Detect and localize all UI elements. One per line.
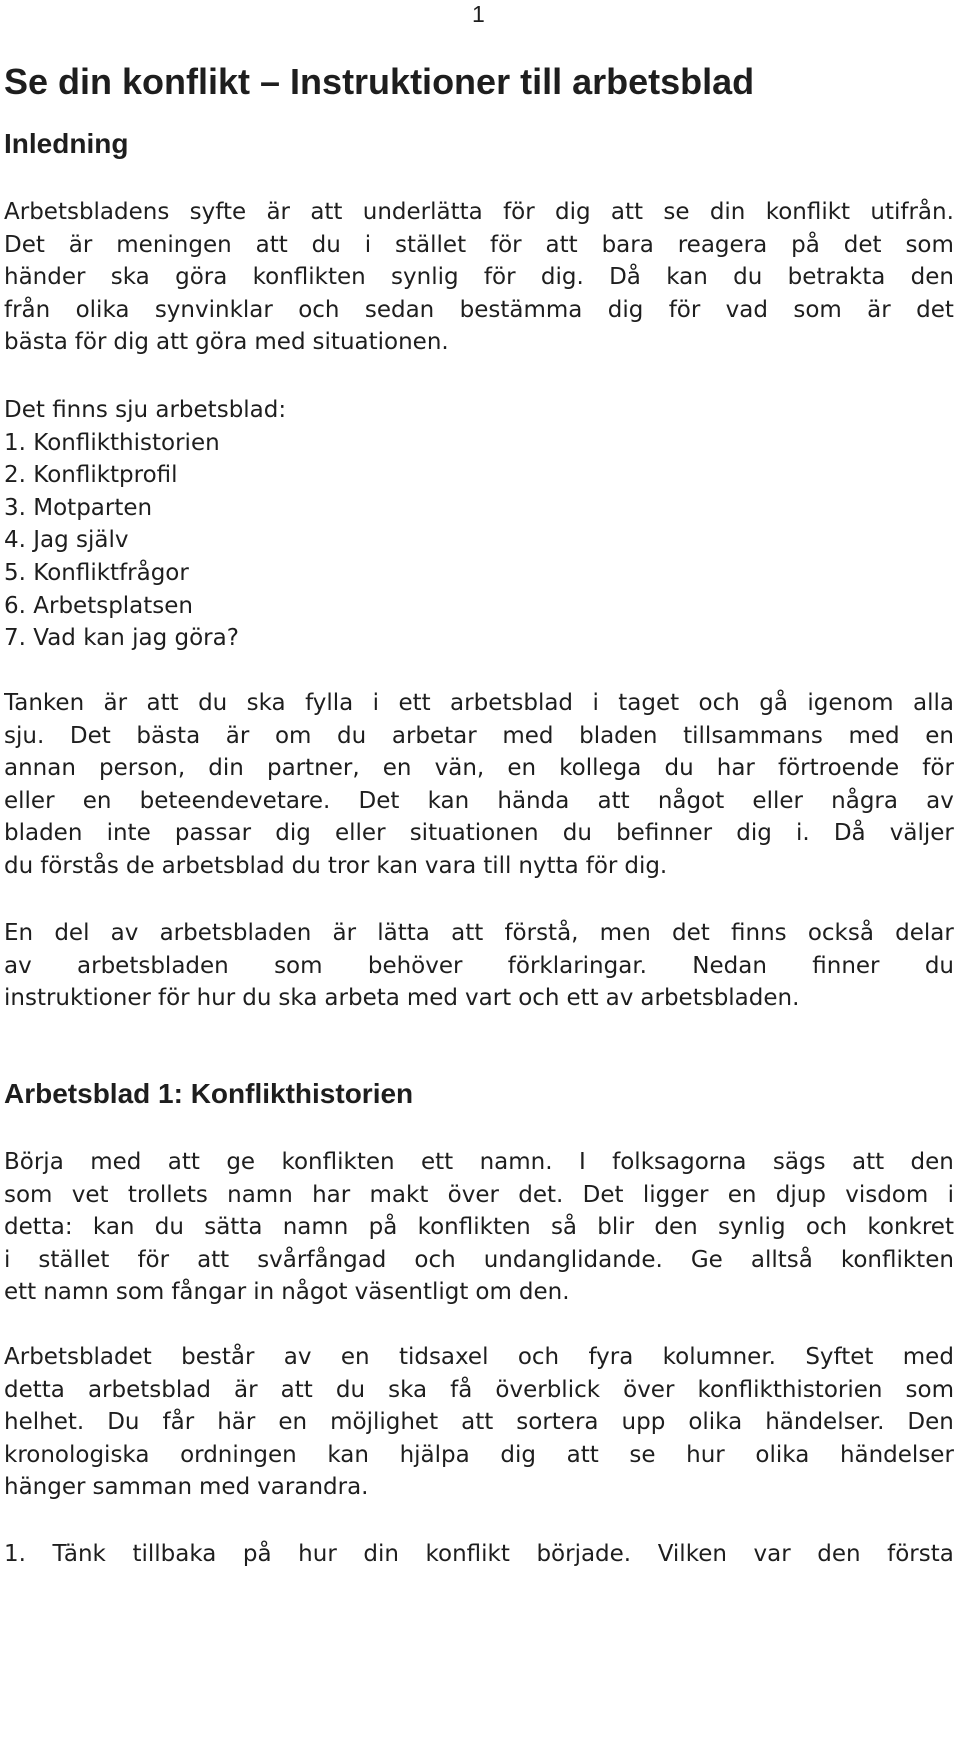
text-line: i stället för att svårfångad och undanglidande. Ge alltså konflikten <box>4 1246 954 1273</box>
text-line: eller en beteendevetare. Det kan hända att något eller några av <box>4 787 954 814</box>
page-title: Se din konflikt – Instruktioner till arbetsblad <box>4 61 755 102</box>
step-1-paragraph <box>4 1538 954 1571</box>
section-heading-worksheet-1: Arbetsblad 1: Konflikthistorien <box>4 1078 414 1109</box>
list-item: 2. Konfliktprofil <box>4 462 178 489</box>
explanation-paragraph <box>4 917 954 1015</box>
text-line: instruktioner för hur du ska arbeta med vart och ett av arbetsbladen. <box>4 985 800 1012</box>
text-line: sju. Det bästa är om du arbetar med bladen tillsammans med en <box>4 722 954 749</box>
timeline-paragraph <box>4 1341 954 1504</box>
text-line: som vet trollets namn har makt över det. Det ligger en djup visdom i <box>4 1181 954 1208</box>
list-item: 5. Konfliktfrågor <box>4 559 189 586</box>
text-line: detta arbetsblad är att du ska få överblick över konflikthistorien som <box>4 1376 954 1403</box>
text-line: En del av arbetsbladen är lätta att förstå, men det finns också delar <box>4 920 954 946</box>
list-intro-text: Det finns sju arbetsblad: <box>4 397 287 423</box>
text-line: hänger samman med varandra. <box>4 1474 369 1501</box>
text-line: Arbetsbladens syfte är att underlätta för dig att se din konflikt utifrån. <box>4 199 954 225</box>
text-line: bladen inte passar dig eller situationen du befinner dig i. Då väljer <box>4 820 954 847</box>
text-line: du förstås de arbetsblad du tror kan vara till nytta för dig. <box>4 852 668 879</box>
text-line: detta: kan du sätta namn på konflikten så blir den synlig och konkret <box>4 1214 954 1241</box>
naming-paragraph <box>4 1146 954 1309</box>
text-line: 1. Tänk tillbaka på hur din konflikt började. Vilken var den första <box>4 1541 954 1567</box>
text-line: bästa för dig att göra med situationen. <box>4 329 449 356</box>
list-item: 1. Konflikthistorien <box>4 429 220 456</box>
text-line: Arbetsbladet består av en tidsaxel och fyra kolumner. Syftet med <box>4 1344 954 1370</box>
text-line: händer ska göra konflikten synlig för dig. Då kan du betrakta den <box>4 264 954 291</box>
text-line: ett namn som fångar in något väsentligt om den. <box>4 1279 570 1306</box>
text-line: helhet. Du får här en möjlighet att sortera upp olika händelser. Den <box>4 1409 954 1436</box>
text-line: från olika synvinklar och sedan bestämma dig för vad som är det <box>4 296 954 323</box>
text-line: Det är meningen att du i stället för att bara reagera på det som <box>4 231 954 258</box>
list-intro <box>4 394 954 427</box>
text-line: annan person, din partner, en vän, en kollega du har förtroende för <box>4 755 954 782</box>
list-item: 3. Motparten <box>4 494 153 521</box>
intro-paragraph <box>4 196 954 359</box>
text-line: av arbetsbladen som behöver förklaringar. Nedan finner du <box>4 952 954 979</box>
text-line: kronologiska ordningen kan hjälpa dig att se hur olika händelser <box>4 1441 954 1468</box>
intro-heading: Inledning <box>4 128 129 159</box>
page-number: 1 <box>472 1 485 27</box>
list-item: 4. Jag själv <box>4 527 129 554</box>
purpose-paragraph <box>4 687 954 883</box>
text-line: Tanken är att du ska fylla i ett arbetsblad i taget och gå igenom alla <box>4 690 954 716</box>
list-item: 6. Arbetsplatsen <box>4 592 194 619</box>
list-item: 7. Vad kan jag göra? <box>4 625 239 652</box>
worksheet-list <box>4 427 704 655</box>
text-line: Börja med att ge konflikten ett namn. I folksagorna sägs att den <box>4 1149 954 1175</box>
